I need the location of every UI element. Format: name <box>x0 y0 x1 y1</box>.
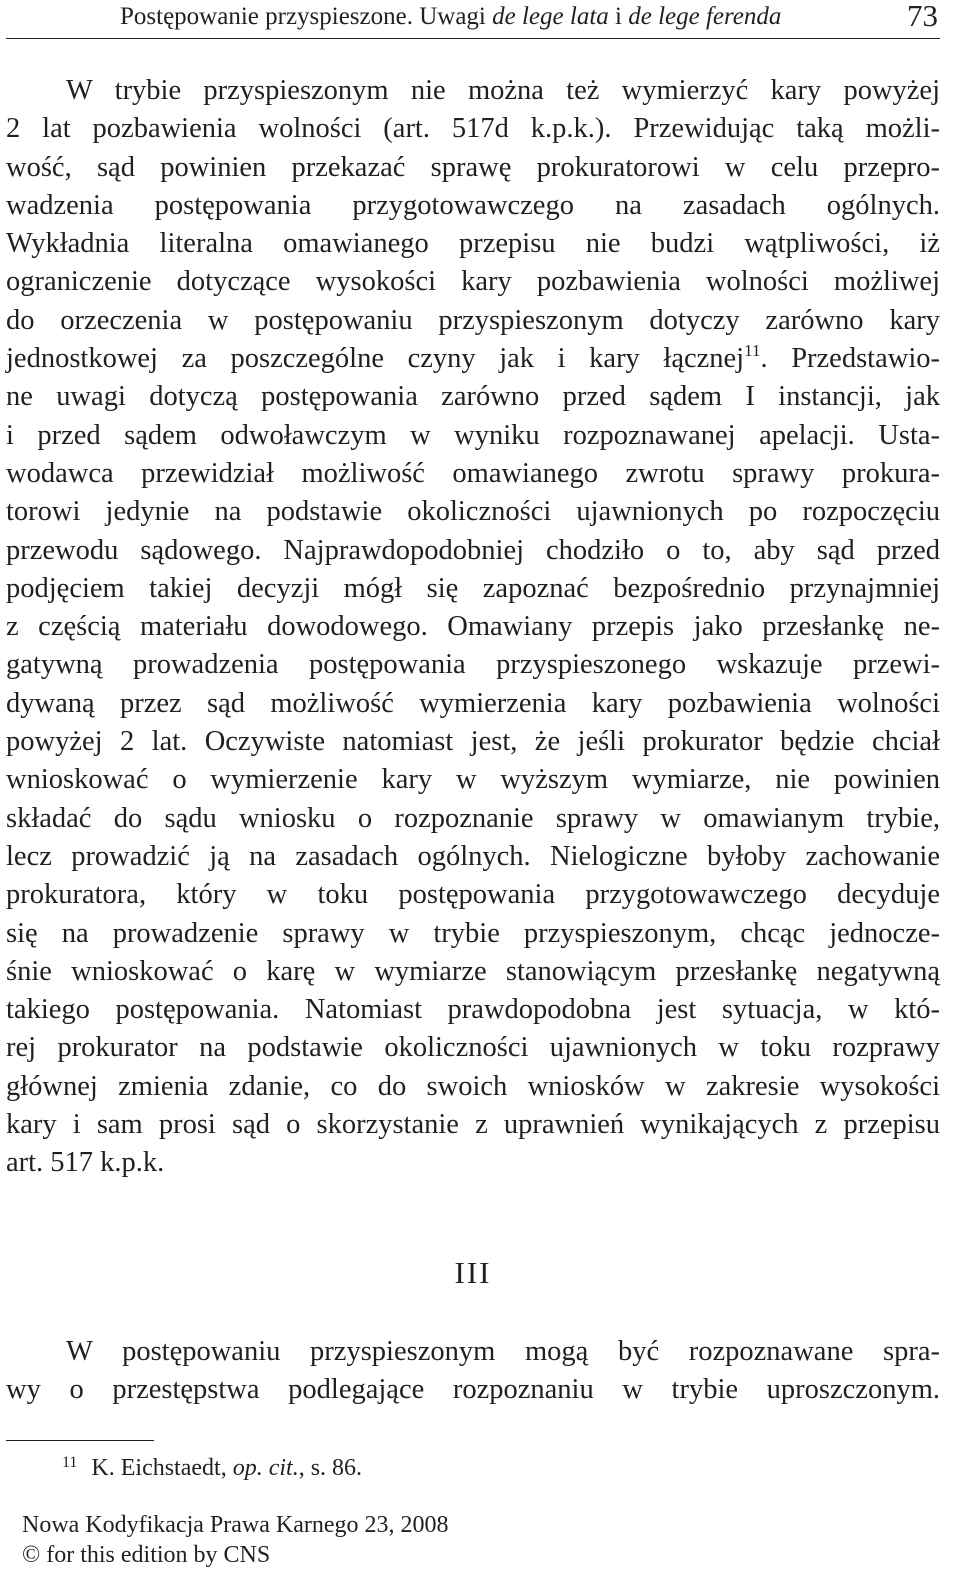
text-line: dywaną przez sąd możliwość wymierzenia kary pozbawienia wolności <box>6 687 940 719</box>
text-line: powyżej 2 lat. Oczywiste natomiast jest, że jeśli prokurator będzie chciał <box>6 726 940 758</box>
footer-journal: Nowa Kodyfikacja Prawa Karnego 23, 2008 <box>22 1512 449 1538</box>
footnote-number: 11 <box>62 1454 78 1471</box>
running-title <box>120 2 781 32</box>
text-line: ograniczenie dotyczące wysokości kary pozbawienia wolności możliwej <box>6 266 940 298</box>
text-line: składać do sądu wniosku o rozpoznanie sprawy w omawianym trybie, <box>6 802 940 834</box>
text-line: art. 517 k.p.k. <box>6 1147 165 1179</box>
page-footer <box>22 1510 449 1570</box>
text-line: W trybie przyspieszonym nie można też wymierzyć kary powyżej <box>66 75 940 106</box>
paragraph-1 <box>6 72 940 1183</box>
text-line-with-footnote <box>6 340 940 378</box>
footnote-text-italic: op. cit. <box>232 1455 299 1481</box>
section-heading: III <box>454 1255 492 1290</box>
text-line: torowi jedynie na podstawie okoliczności ujawnionych po rozpoczęciu <box>6 496 940 528</box>
text-line: wnioskować o wymierzenie kary w wyższym wymiarze, nie powinien <box>6 764 940 796</box>
footer-copyright: © for this edition by CNS <box>22 1542 271 1568</box>
running-title-start: Postępowanie przyspieszone. Uwagi <box>120 3 493 30</box>
text-line: i przed sądem odwoławczym w wyniku rozpoznawanej apelacji. Usta- <box>6 419 940 451</box>
running-title-italic-2: de lege ferenda <box>628 3 782 30</box>
footnote-text-end: , s. 86. <box>298 1455 363 1481</box>
text-line: gatywną prowadzenia postępowania przyspieszonego wskazuje przewi- <box>6 649 940 681</box>
text-line: z częścią materiału dowodowego. Omawiany przepis jako przesłankę ne- <box>6 611 940 643</box>
text-line: kary i sam prosi sąd o skorzystanie z uprawnień wynikających z przepisu <box>6 1109 940 1141</box>
text-line: wadzenia postępowania przygotowawczego na zasadach ogólnych. <box>6 189 940 221</box>
text-line-part: . Przedstawio- <box>760 343 940 375</box>
footnote-reference: 11 <box>744 341 761 361</box>
text-line: ne uwagi dotyczą postępowania zarówno przed sądem I instancji, jak <box>6 381 940 413</box>
running-title-italic-1: de lege lata <box>492 3 609 30</box>
text-line: rej prokurator na podstawie okoliczności ujawnionych w toku rozprawy <box>6 1032 940 1064</box>
text-line-part: jednostkowej za poszczególne czyny jak i kary łącznej <box>6 343 745 375</box>
running-header <box>6 0 940 39</box>
paragraph-2 <box>6 1333 940 1410</box>
text-line: głównej zmienia zdanie, co do swoich wniosków w zakresie wysokości <box>6 1070 940 1102</box>
text-line: podjęciem takiej decyzji mógł się zapoznać bezpośrednio przynajmniej <box>6 572 940 604</box>
text-line: wy o przestępstwa podlegające rozpoznaniu w trybie uproszczonym. <box>6 1374 940 1406</box>
text-line: wodawca przewidział możliwość omawianego zwrotu sprawy prokura- <box>6 457 940 489</box>
page-number: 73 <box>907 0 938 33</box>
text-line: prokuratora, który w toku postępowania przygotowawczego decyduje <box>6 879 940 911</box>
text-line: takiego postępowania. Natomiast prawdopodobna jest sytuacja, w któ- <box>6 994 940 1026</box>
text-line: Wykładnia literalna omawianego przepisu nie budzi wątpliwości, iż <box>6 228 940 260</box>
running-title-mid: i <box>608 3 629 30</box>
text-line: wość, sąd powinien przekazać sprawę prokuratorowi w celu przepro- <box>6 151 940 183</box>
text-line: przewodu sądowego. Najprawdopodobniej chodziło o to, aby sąd przed <box>6 534 940 566</box>
text-line: do orzeczenia w postępowaniu przyspieszonym dotyczy zarówno kary <box>6 304 940 336</box>
text-line: lecz prowadzić ją na zasadach ogólnych. Nielogiczne byłoby zachowanie <box>6 840 940 872</box>
footnote-text-start: K. Eichstaedt, <box>91 1455 233 1481</box>
text-line: 2 lat pozbawienia wolności (art. 517d k.p.k.). Przewidując taką możli- <box>6 113 940 145</box>
footnote-divider <box>6 1440 154 1441</box>
text-line: się na prowadzenie sprawy w trybie przyspieszonym, chcąc jednocze- <box>6 917 940 949</box>
text-line: śnie wnioskować o karę w wymiarze stanowiącym przesłankę negatywną <box>6 955 940 987</box>
text-line: W postępowaniu przyspieszonym mogą być rozpoznawane spra- <box>66 1336 940 1367</box>
footnote <box>62 1448 362 1483</box>
